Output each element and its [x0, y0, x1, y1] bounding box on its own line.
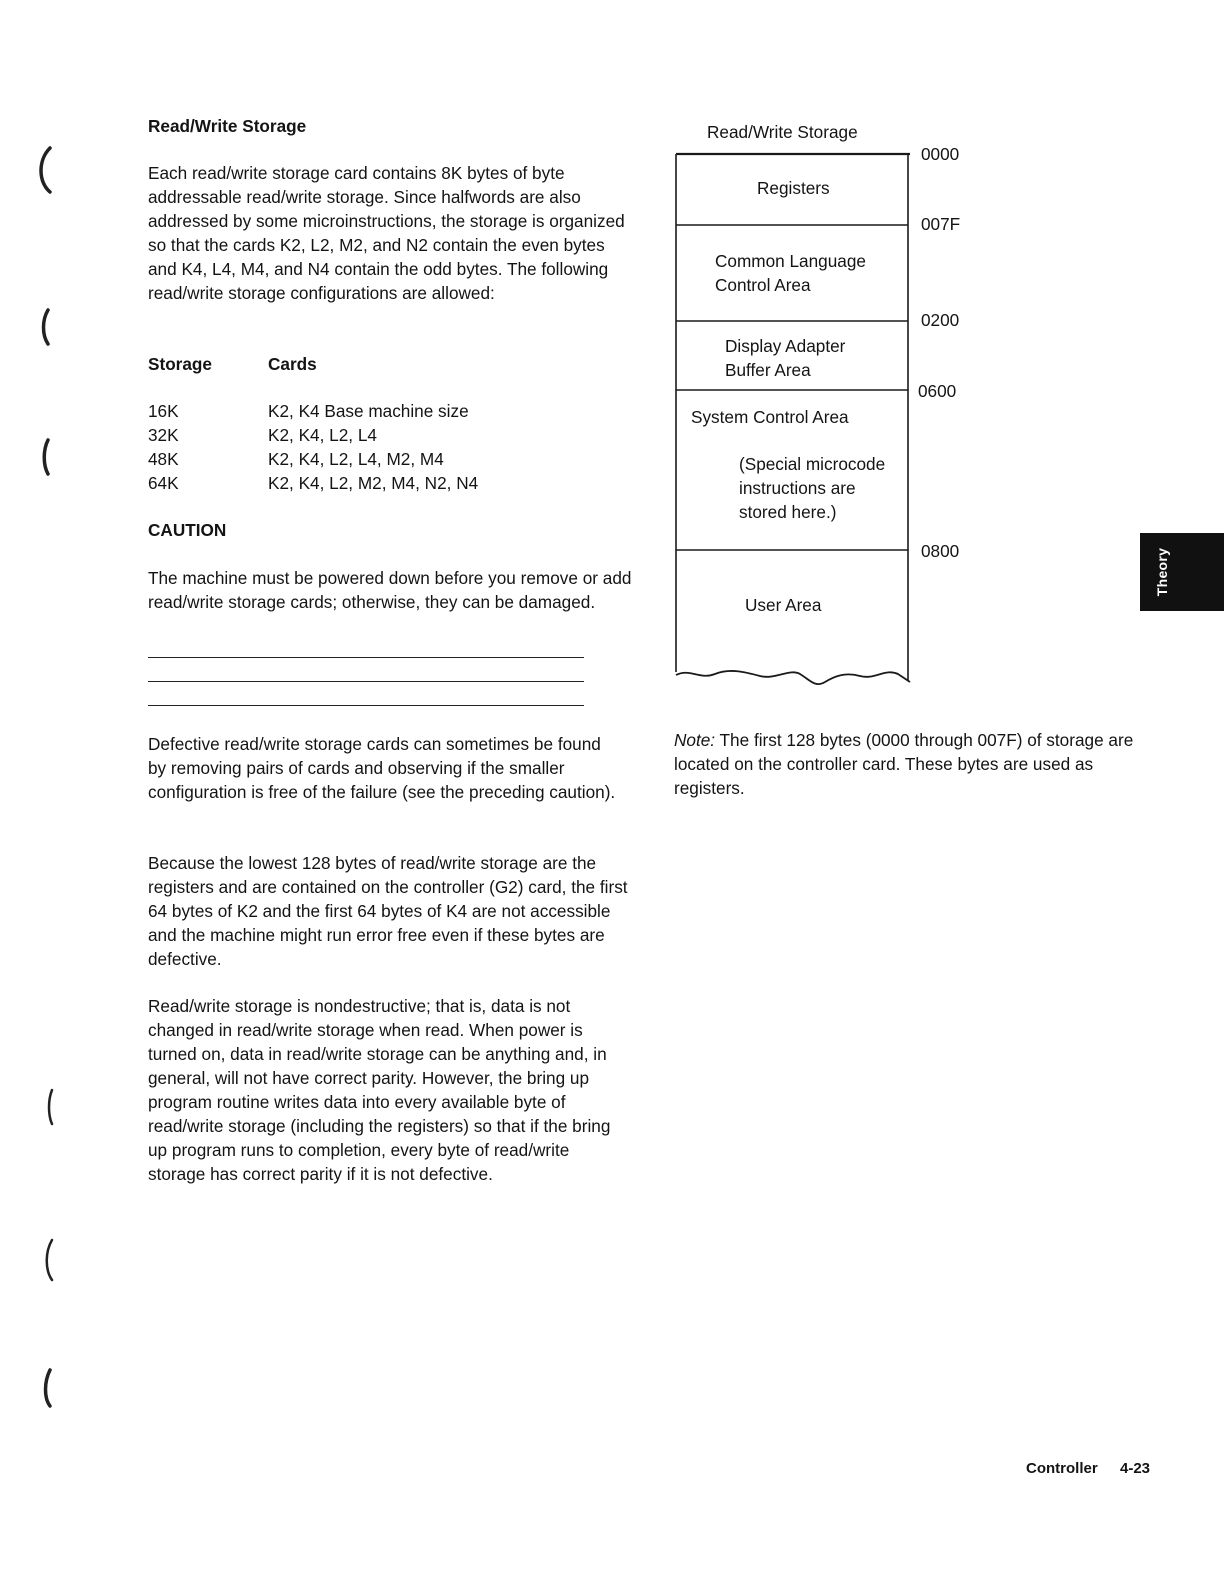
- region-special-line3: stored here.): [739, 502, 837, 522]
- section-tab: [1140, 533, 1224, 611]
- region-display-adapter-line1: Display Adapter: [725, 336, 846, 356]
- address-label: 0600: [918, 381, 957, 401]
- binder-mark: [44, 440, 48, 474]
- storage-map-diagram: [0, 0, 1224, 700]
- address-label: 0000: [921, 144, 960, 164]
- binder-mark: [41, 148, 50, 192]
- region-system-control: System Control Area: [691, 407, 849, 427]
- caution-rule: [148, 705, 584, 706]
- intro-paragraph: Each read/write storage card contains 8K bytes of byte addressable read/write storage. Since halfwords are also addressed by some microinstructions, the storage is organized so that the cards K2, L2, M2, and N2 contain the even bytes and K4, L4, M4, and N4 contain the odd bytes. The following read/write storage configurations are allowed:: [148, 163, 625, 303]
- note-label: Note:: [674, 730, 716, 750]
- address-label: 007F: [921, 214, 961, 234]
- region-special-line1: (Special microcode: [739, 454, 886, 474]
- region-special-line2: instructions are: [739, 478, 856, 498]
- break-line: [676, 671, 910, 684]
- card-list: K2, K4 Base machine size: [268, 401, 469, 421]
- card-list: K2, K4, L2, L4: [268, 425, 377, 445]
- binder-mark: [47, 1240, 52, 1280]
- note-text: The first 128 bytes (0000 through 007F) of storage are located on the controller card. These bytes are used as registers.: [674, 730, 1134, 798]
- table-header-storage: Storage: [148, 354, 212, 374]
- storage-size: 16K: [148, 401, 179, 421]
- address-label: 0200: [921, 310, 960, 330]
- table-header-cards: Cards: [268, 354, 317, 374]
- region-registers: Registers: [757, 178, 830, 198]
- storage-size: 64K: [148, 473, 179, 493]
- card-list: K2, K4, L2, M2, M4, N2, N4: [268, 473, 479, 493]
- address-label: 0800: [921, 541, 960, 561]
- paragraph-nondestructive: Read/write storage is nondestructive; that is, data is not changed in read/write storage when read. When power is turned on, data in read/write storage can be anything and, in general, will not have correct parity. However, the bring up program routine writes data into every available byte of read/write storage (including the registers) so that if the bring up program runs to completion, every byte of read/write storage has correct parity if it is not defective.: [148, 996, 611, 1184]
- storage-size: 48K: [148, 449, 179, 469]
- caution-title: CAUTION: [148, 520, 227, 540]
- region-common-language-line1: Common Language: [715, 251, 866, 271]
- region-display-adapter-line2: Buffer Area: [725, 360, 811, 380]
- binder-mark: [46, 1370, 51, 1406]
- binder-marks: [30, 140, 90, 1420]
- section-tab-label: Theory: [1154, 547, 1171, 597]
- region-common-language-line2: Control Area: [715, 275, 811, 295]
- footer-section: Controller: [1026, 1460, 1098, 1477]
- binder-mark: [49, 1090, 52, 1124]
- caution-text: The machine must be powered down before you remove or add read/write storage cards; otherwise, they can be damaged.: [148, 568, 632, 612]
- paragraph-defective: Defective read/write storage cards can sometimes be found by removing pairs of cards and observing if the smaller configuration is free of the failure (see the preceding caution).: [148, 734, 616, 802]
- diagram-title: Read/Write Storage: [707, 122, 858, 142]
- storage-size: 32K: [148, 425, 179, 445]
- footer-page-number: 4-23: [1120, 1460, 1151, 1477]
- card-list: K2, K4, L2, L4, M2, M4: [268, 449, 444, 469]
- note-paragraph: [674, 728, 1154, 800]
- section-title: Read/Write Storage: [148, 116, 307, 136]
- region-user-area: User Area: [745, 595, 822, 615]
- paragraph-registers: Because the lowest 128 bytes of read/write storage are the registers and are contained on the controller (G2) card, the first 64 bytes of K2 and the first 64 bytes of K4 are not accessible and the machine might run error free even if these bytes are defective.: [148, 853, 628, 969]
- binder-mark: [44, 310, 49, 344]
